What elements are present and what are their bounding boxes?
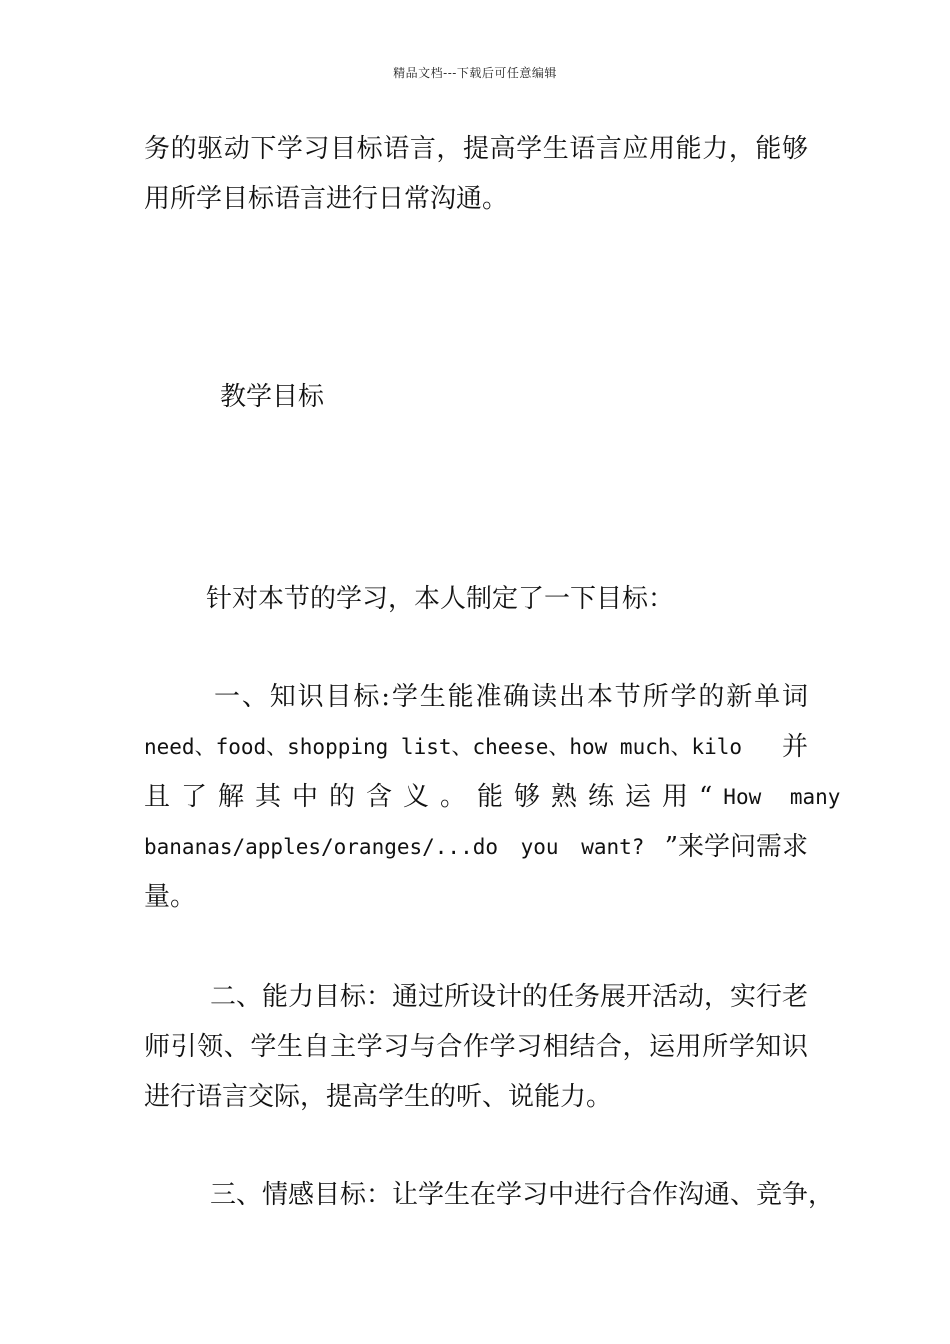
emotion-line-1: 三、情感目标：让学生在学习中进行合作沟通、竞争， — [210, 1180, 835, 1210]
intro-line-2: 用所学目标语言进行日常沟通。 — [144, 184, 509, 214]
knowledge-line-1: 一、知识目标:学生能准确读出本节所学的新单词 — [214, 682, 808, 712]
intro-line-1: 务的驱动下学习目标语言，提高学生语言应用能力，能够 — [144, 134, 808, 164]
knowledge-line-2 — [144, 730, 808, 764]
knowledge-line-5: 量。 — [144, 882, 197, 912]
page-header: 精品文档---下载后可任意编辑 — [393, 66, 557, 80]
knowledge-line-3-text: 且了解其中的含义。能够熟练运用“ — [144, 782, 724, 812]
knowledge-line-4 — [144, 830, 808, 864]
vocabulary-list: need、food、shopping list、cheese、how much、kilo — [144, 735, 743, 759]
ability-line-2: 师引领、学生自主学习与合作学习相结合，运用所学知识 — [144, 1032, 808, 1062]
knowledge-line-4-tail: ”来学问需求 — [664, 832, 808, 862]
knowledge-line-2-tail: 并 — [781, 732, 808, 762]
ability-line-1: 二、能力目标：通过所设计的任务展开活动，实行老 — [210, 982, 809, 1012]
lead-paragraph: 针对本节的学习，本人制定了一下目标： — [206, 584, 675, 614]
ability-line-3: 进行语言交际，提高学生的听、说能力。 — [144, 1082, 613, 1112]
example-question-start: How many — [723, 785, 841, 809]
knowledge-line-3 — [144, 780, 841, 814]
section-heading: 教学目标 — [220, 382, 325, 412]
example-question-end: bananas/apples/oranges/...do you want? — [144, 835, 645, 859]
